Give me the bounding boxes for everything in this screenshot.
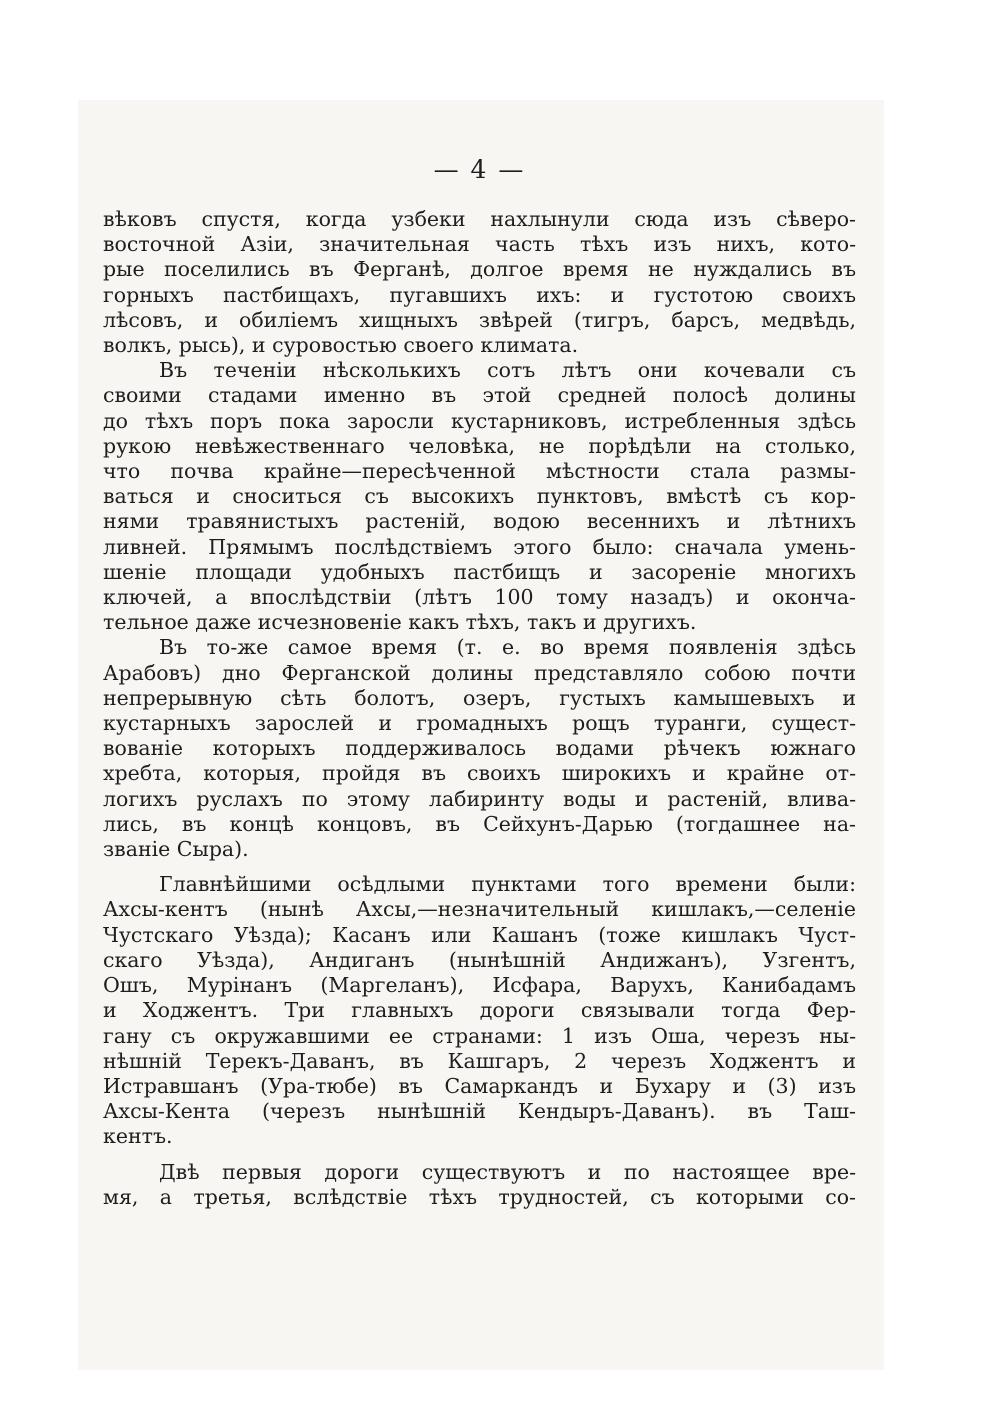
text-line: волкъ, рысь), и суровостью своего климата. — [103, 333, 579, 358]
text-line: до тѣхъ поръ пока заросли кустарниковъ, истребленныя здѣсь — [103, 408, 856, 433]
paragraph-4 — [103, 872, 856, 1149]
text-line: рые поселились въ Ферганѣ, долгое время не нуждались въ — [103, 257, 856, 282]
text-line: Истравшанъ (Ура-тюбе) въ Самаркандъ и Бухару и (3) изъ — [103, 1073, 856, 1098]
text-line: тельное даже исчезновеніе какъ тѣхъ, такъ и другихъ. — [103, 610, 697, 635]
text-line: логихъ руслахъ по этому лабиринту воды и растеній, влива- — [103, 786, 856, 811]
text-line: ливней. Прямымъ послѣдствіемъ этого было: сначала умень- — [103, 534, 856, 559]
text-line: скаго Уѣзда), Андиганъ (нынѣшній Андижанъ), Узгентъ, — [103, 947, 856, 972]
paragraph-2 — [103, 358, 856, 635]
document-body — [103, 155, 856, 1210]
text-line: непрерывную сѣть болотъ, озеръ, густыхъ камышевыхъ и — [103, 685, 856, 710]
text-line: горныхъ пастбищахъ, пугавшихъ ихъ: и густотою своихъ — [103, 282, 856, 307]
text-line: лись, въ концѣ концовъ, въ Сейхунъ-Дарью (тогдашнее на- — [103, 811, 856, 836]
text-line: Въ теченіи нѣсколькихъ сотъ лѣтъ они кочевали съ — [159, 358, 856, 383]
text-line: Арабовъ) дно Ферганской долины представляло собою почти — [103, 660, 856, 685]
text-line: ключей, а впослѣдствіи (лѣтъ 100 тому назадъ) и оконча- — [103, 585, 856, 610]
text-line: мя, а третья, вслѣдствіе тѣхъ трудностей, съ которыми со- — [103, 1184, 856, 1209]
text-line: шеніе площади удобныхъ пастбищъ и засореніе многихъ — [103, 559, 856, 584]
text-line: лѣсовъ, и обиліемъ хищныхъ звѣрей (тигръ, барсъ, медвѣдь, — [103, 307, 856, 332]
text-line: нѣшній Терекъ-Даванъ, въ Кашгаръ, 2 черезъ Ходжентъ и — [103, 1048, 856, 1073]
text-line: Двѣ первыя дороги существуютъ и по настоящее вре- — [159, 1159, 856, 1184]
text-line: своими стадами именно въ этой средней полосѣ долины — [103, 383, 856, 408]
text-line: что почва крайне—пересѣченной мѣстности стала размы- — [103, 459, 856, 484]
text-line: кустарныхъ зарослей и громадныхъ рощъ туранги, сущест- — [103, 711, 856, 736]
page-number: — 4 — — [433, 155, 526, 184]
text-line: Главнѣйшими осѣдлыми пунктами того времени были: — [159, 872, 856, 897]
text-line: Чустскаго Уѣзда); Касанъ или Кашанъ (тоже кишлакъ Чуст- — [103, 922, 856, 947]
text-line: Ахсы-Кента (черезъ нынѣшній Кендыръ-Даванъ). въ Таш- — [103, 1099, 856, 1124]
text-line: восточной Азіи, значительная часть тѣхъ изъ нихъ, кото- — [103, 232, 856, 257]
text-line: нями травянистыхъ растеній, водою весеннихъ и лѣтнихъ — [103, 509, 856, 534]
text-line: хребта, которыя, пройдя въ своихъ широкихъ и крайне от- — [103, 761, 856, 786]
text-line: ваться и сноситься съ высокихъ пунктовъ, вмѣстѣ съ кор- — [103, 484, 856, 509]
text-line: кентъ. — [103, 1124, 173, 1149]
text-line: Ахсы-кентъ (нынѣ Ахсы,—незначительный кишлакъ,—селеніе — [103, 897, 856, 922]
text-line: гану съ окружавшими ее странами: 1 изъ Оша, черезъ ны- — [103, 1023, 856, 1048]
text-line: рукою невѣжественнаго человѣка, не порѣдѣли на столько, — [103, 433, 856, 458]
text-line: вѣковъ спустя, когда узбеки нахлынули сюда изъ сѣверо- — [103, 207, 856, 231]
paragraph-1 — [103, 207, 856, 358]
text-line: званіе Сыра). — [103, 837, 249, 862]
text-line: и Ходжентъ. Три главныхъ дороги связывали тогда Фер- — [103, 998, 856, 1023]
paragraph-5 — [103, 1160, 856, 1210]
text-line: Въ то-же самое время (т. е. во время появленія здѣсь — [159, 635, 856, 660]
text-line: Ошъ, Мурінанъ (Маргеланъ), Исфара, Варухъ, Канибадамъ — [103, 973, 856, 998]
text-line: вованіе которыхъ поддерживалось водами рѣчекъ южнаго — [103, 736, 856, 761]
paragraph-3 — [103, 635, 856, 862]
